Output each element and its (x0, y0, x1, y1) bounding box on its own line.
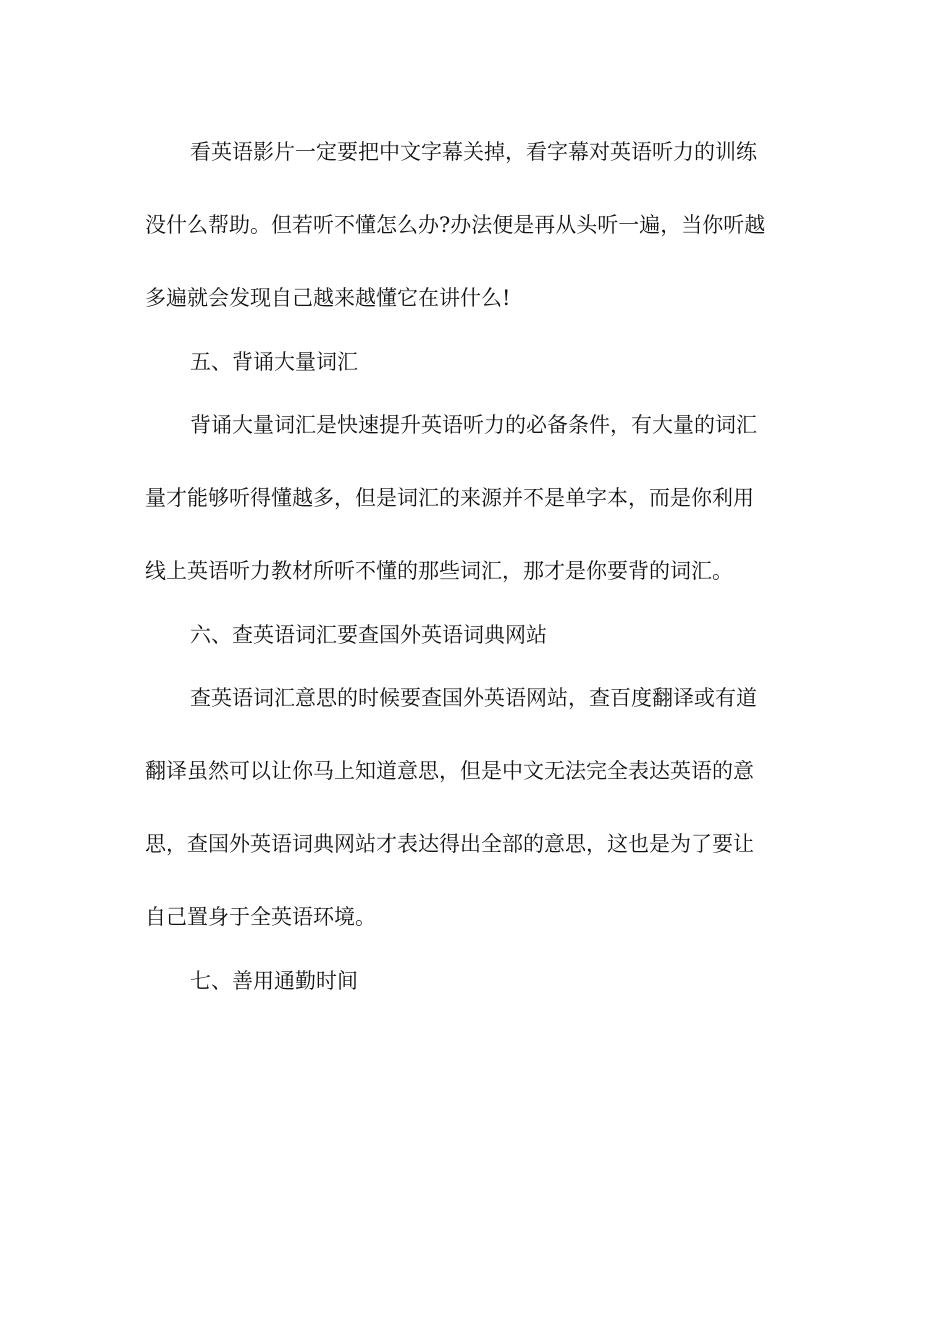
paragraph-line: 思，查国外英语词典网站才表达得出全部的意思，这也是为了要让 (145, 832, 754, 856)
paragraph-line: 翻译虽然可以让你马上知道意思，但是中文无法完全表达英语的意 (145, 759, 754, 783)
paragraph-line: 查英语词汇意思的时候要查国外英语网站，查百度翻译或有道 (190, 686, 757, 710)
paragraph-line: 背诵大量词汇是快速提升英语听力的必备条件，有大量的词汇 (190, 413, 757, 437)
paragraph-line: 自己置身于全英语环境。 (145, 905, 376, 929)
paragraph-line: 量才能够听得懂越多，但是词汇的来源并不是单字本，而是你利用 (145, 486, 754, 510)
paragraph-line: 没什么帮助。但若听不懂怎么办?办法便是再从头听一遍，当你听越 (145, 213, 766, 237)
section-heading: 六、查英语词汇要查国外英语词典网站 (190, 623, 547, 647)
section-heading: 七、善用通勤时间 (190, 969, 358, 993)
paragraph-line: 多遍就会发现自己越来越懂它在讲什么! (145, 286, 511, 310)
paragraph-line: 线上英语听力教材所听不懂的那些词汇，那才是你要背的词汇。 (145, 559, 733, 583)
section-heading: 五、背诵大量词汇 (190, 350, 358, 374)
paragraph-line: 看英语影片一定要把中文字幕关掉，看字幕对英语听力的训练 (190, 140, 757, 164)
